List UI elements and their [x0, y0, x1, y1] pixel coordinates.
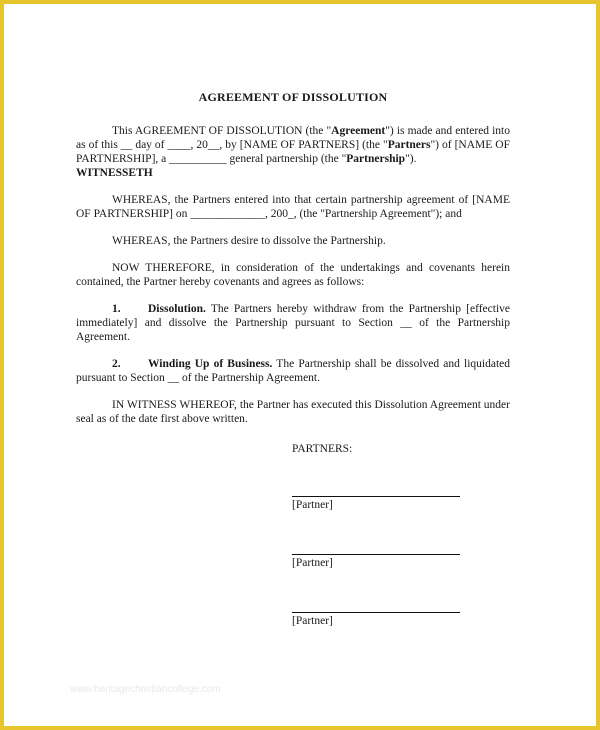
signature-label: [Partner]	[292, 499, 333, 511]
clause-winding-up: 2. Winding Up of Business. The Partnership shall be dissolved and liquidated pursuant to Section __ of the Partnership Agreement.	[76, 358, 510, 384]
whereas-paragraph-1: WHEREAS, the Partners entered into that certain partnership agreement of [NAME OF PARTNERSHIP] on _____________, 200_, (the "Partnership Agreement"); and	[76, 194, 510, 220]
whereas-paragraph-2: WHEREAS, the Partners desire to dissolve the Partnership.	[112, 235, 386, 247]
partnership-term: Partnership	[346, 153, 406, 165]
partners-label: PARTNERS:	[292, 443, 353, 455]
watermark: www.heritagechristiancollege.com	[70, 684, 221, 695]
signature-block	[292, 496, 460, 512]
clause-dissolution: 1. Dissolution. The Partners hereby withdraw from the Partnership [effective immediately] and dissolve the Partnership pursuant to Section __ of the Partnership Agreement.	[76, 303, 510, 343]
signature-label: [Partner]	[292, 557, 333, 569]
intro-paragraph: This AGREEMENT OF DISSOLUTION (the "Agreement") is made and entered into as of this __ day of ____, 20__, by [NAME OF PARTNERS] (the "Partners") of [NAME OF PARTNERSHIP], a __________ general partnership (the "Partnership").	[76, 125, 511, 165]
document-title: AGREEMENT OF DISSOLUTION	[198, 90, 388, 104]
clause-heading: Dissolution.	[148, 303, 206, 315]
witness-paragraph: IN WITNESS WHEREOF, the Partner has executed this Dissolution Agreement under seal as of the date first above written.	[76, 399, 510, 425]
signature-label: [Partner]	[292, 615, 333, 627]
agreement-term: Agreement	[331, 125, 386, 137]
partners-term: Partners	[387, 139, 431, 151]
signature-line	[292, 496, 460, 497]
witnesseth-heading: WITNESSETH	[76, 167, 153, 179]
signature-block	[292, 554, 460, 570]
now-therefore-paragraph: NOW THEREFORE, in consideration of the undertakings and covenants herein contained, the Partner hereby covenants and agrees as follows:	[76, 262, 510, 288]
clause-number: 1.	[112, 303, 121, 315]
signature-line	[292, 554, 460, 555]
document-body	[76, 90, 511, 627]
signature-line	[292, 612, 460, 613]
clause-number: 2.	[112, 358, 121, 370]
clause-heading: Winding Up of Business.	[148, 358, 273, 370]
signature-block	[292, 612, 460, 628]
